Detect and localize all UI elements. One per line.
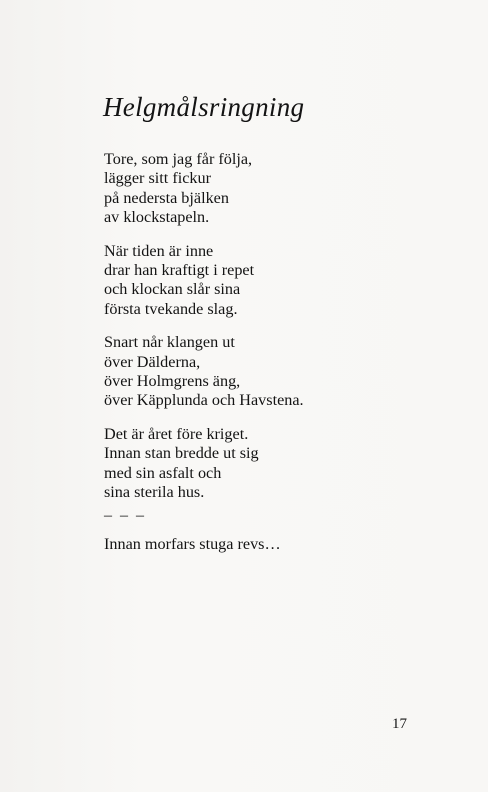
- stanza-4: [104, 425, 444, 503]
- poem-line: med sin asfalt och: [104, 463, 222, 482]
- poem-line: sina sterila hus.: [104, 483, 205, 502]
- poem-line: Innan stan bredde ut sig: [104, 444, 259, 463]
- poem-line: Tore, som jag får följa,: [104, 150, 253, 168]
- poem-line: Snart når klangen ut: [104, 333, 235, 352]
- stanza-1: [104, 150, 444, 228]
- page-number: 17: [392, 716, 407, 732]
- stanza-2: [104, 242, 444, 320]
- poem-line: av klockstapeln.: [104, 208, 210, 227]
- final-line: Innan morfars stuga revs…: [104, 534, 281, 553]
- poem-line: och klockan slår sina: [104, 280, 241, 299]
- poem-line: När tiden är inne: [104, 241, 214, 260]
- poem-line: Det är året före kriget.: [104, 424, 249, 443]
- poem-line: drar han kraftigt i repet: [104, 261, 255, 280]
- poem-line: över Holmgrens äng,: [104, 372, 241, 391]
- poem-line: första tvekande slag.: [104, 299, 238, 318]
- poem-line: över Käpplunda och Havstena.: [104, 391, 304, 410]
- poem-body: [104, 150, 444, 554]
- poem-line: över Dälderna,: [104, 352, 201, 371]
- section-separator: – – –: [104, 506, 146, 524]
- poem-line: lägger sitt fickur: [104, 169, 211, 188]
- stanza-3: [104, 333, 444, 411]
- poem-title: Helgmålsringning: [103, 92, 305, 122]
- poem-line: på nedersta bjälken: [104, 188, 229, 207]
